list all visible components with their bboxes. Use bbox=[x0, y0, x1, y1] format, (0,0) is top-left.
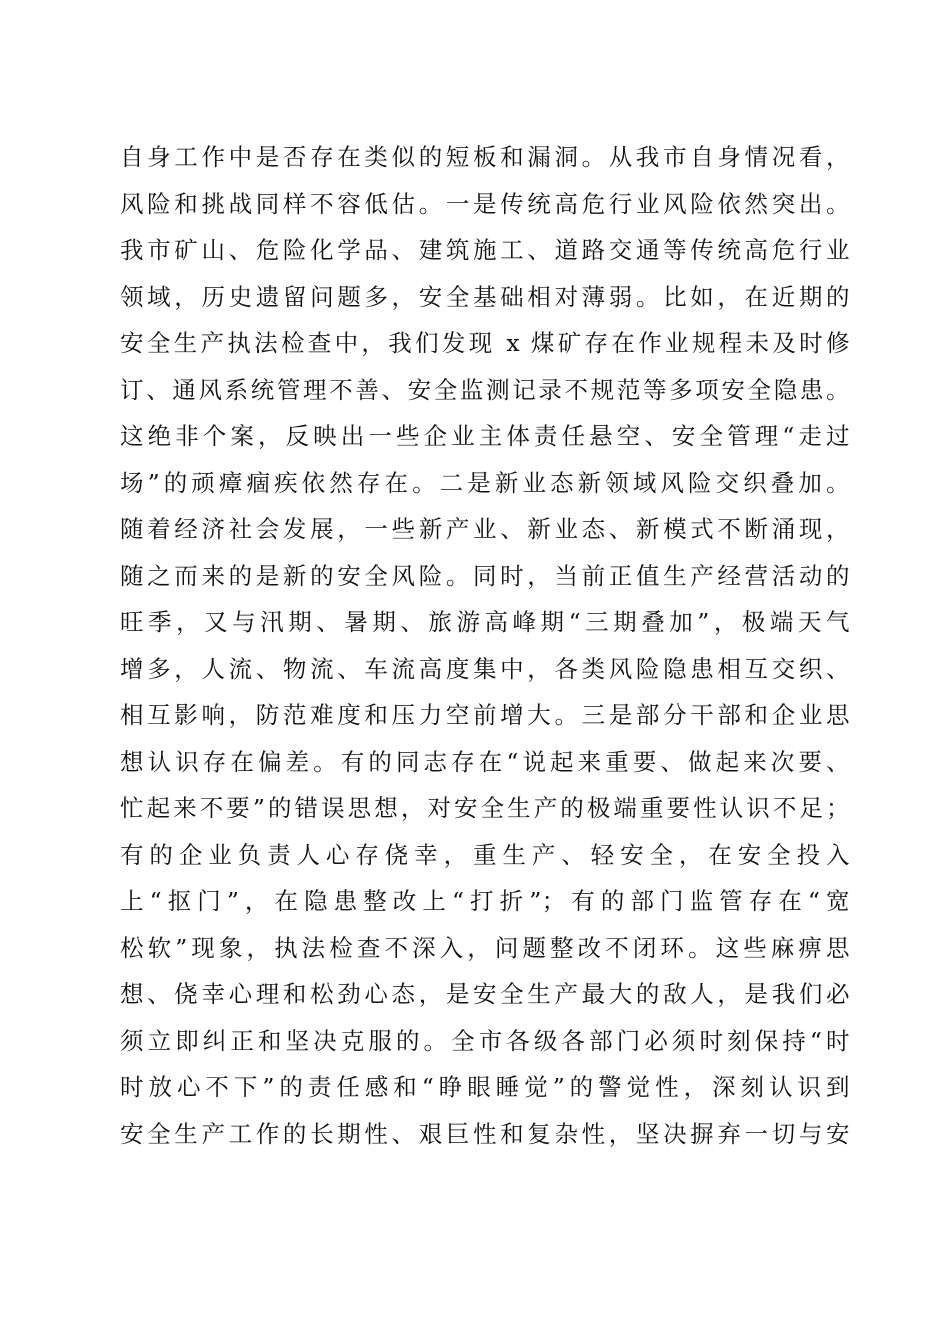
text-line: 有的企业负责人心存侥幸，重生产、轻安全，在安全投入 bbox=[120, 840, 850, 869]
text-line: 安全生产工作的长期性、艰巨性和复杂性，坚决摒弃一切与安 bbox=[120, 1119, 850, 1148]
text-line: 随之而来的是新的安全风险。同时，当前正值生产经营活动的 bbox=[120, 561, 850, 590]
text-line: 想、侥幸心理和松劲心态，是安全生产最大的敌人，是我们必 bbox=[120, 980, 850, 1008]
text-line: 想认识存在偏差。有的同志存在“说起来重要、做起来次要、 bbox=[120, 747, 850, 776]
text-line: 风险和挑战同样不容低估。一是传统高危行业风险依然突出。 bbox=[120, 189, 850, 218]
text-line: 我市矿山、危险化学品、建筑施工、道路交通等传统高危行业 bbox=[120, 236, 850, 264]
text-line: 这绝非个案，反映出一些企业主体责任悬空、安全管理“走过 bbox=[120, 422, 850, 450]
text-line: 相互影响，防范难度和压力空前增大。三是部分干部和企业思 bbox=[120, 701, 850, 729]
text-line: 领域，历史遗留问题多，安全基础相对薄弱。比如，在近期的 bbox=[120, 282, 850, 311]
text-line: 订、通风系统管理不善、安全监测记录不规范等多项安全隐患。 bbox=[120, 375, 850, 404]
body-text bbox=[120, 134, 850, 1157]
text-line: 须立即纠正和坚决克服的。全市各级各部门必须时刻保持“时 bbox=[120, 1026, 850, 1055]
text-line: 安全生产执法检查中，我们发现 x 煤矿存在作业规程未及时修 bbox=[120, 329, 850, 357]
text-line: 松软”现象，执法检查不深入，问题整改不闭环。这些麻痹思 bbox=[120, 933, 850, 962]
text-line: 场”的顽瘴痼疾依然存在。二是新业态新领域风险交织叠加。 bbox=[120, 468, 850, 497]
text-line: 增多，人流、物流、车流高度集中，各类风险隐患相互交织、 bbox=[120, 654, 850, 683]
text-line: 随着经济社会发展，一些新产业、新业态、新模式不断涌现， bbox=[120, 515, 850, 543]
text-line: 忙起来不要”的错误思想，对安全生产的极端重要性认识不足； bbox=[120, 794, 850, 822]
text-line: 上“抠门”，在隐患整改上“打折”；有的部门监管存在“宽 bbox=[120, 887, 850, 915]
text-line: 时放心不下”的责任感和“睁眼睡觉”的警觉性，深刻认识到 bbox=[120, 1073, 850, 1101]
text-line: 旺季，又与汛期、暑期、旅游高峰期“三期叠加”，极端天气 bbox=[120, 608, 850, 636]
text-line: 自身工作中是否存在类似的短板和漏洞。从我市自身情况看， bbox=[120, 143, 850, 171]
